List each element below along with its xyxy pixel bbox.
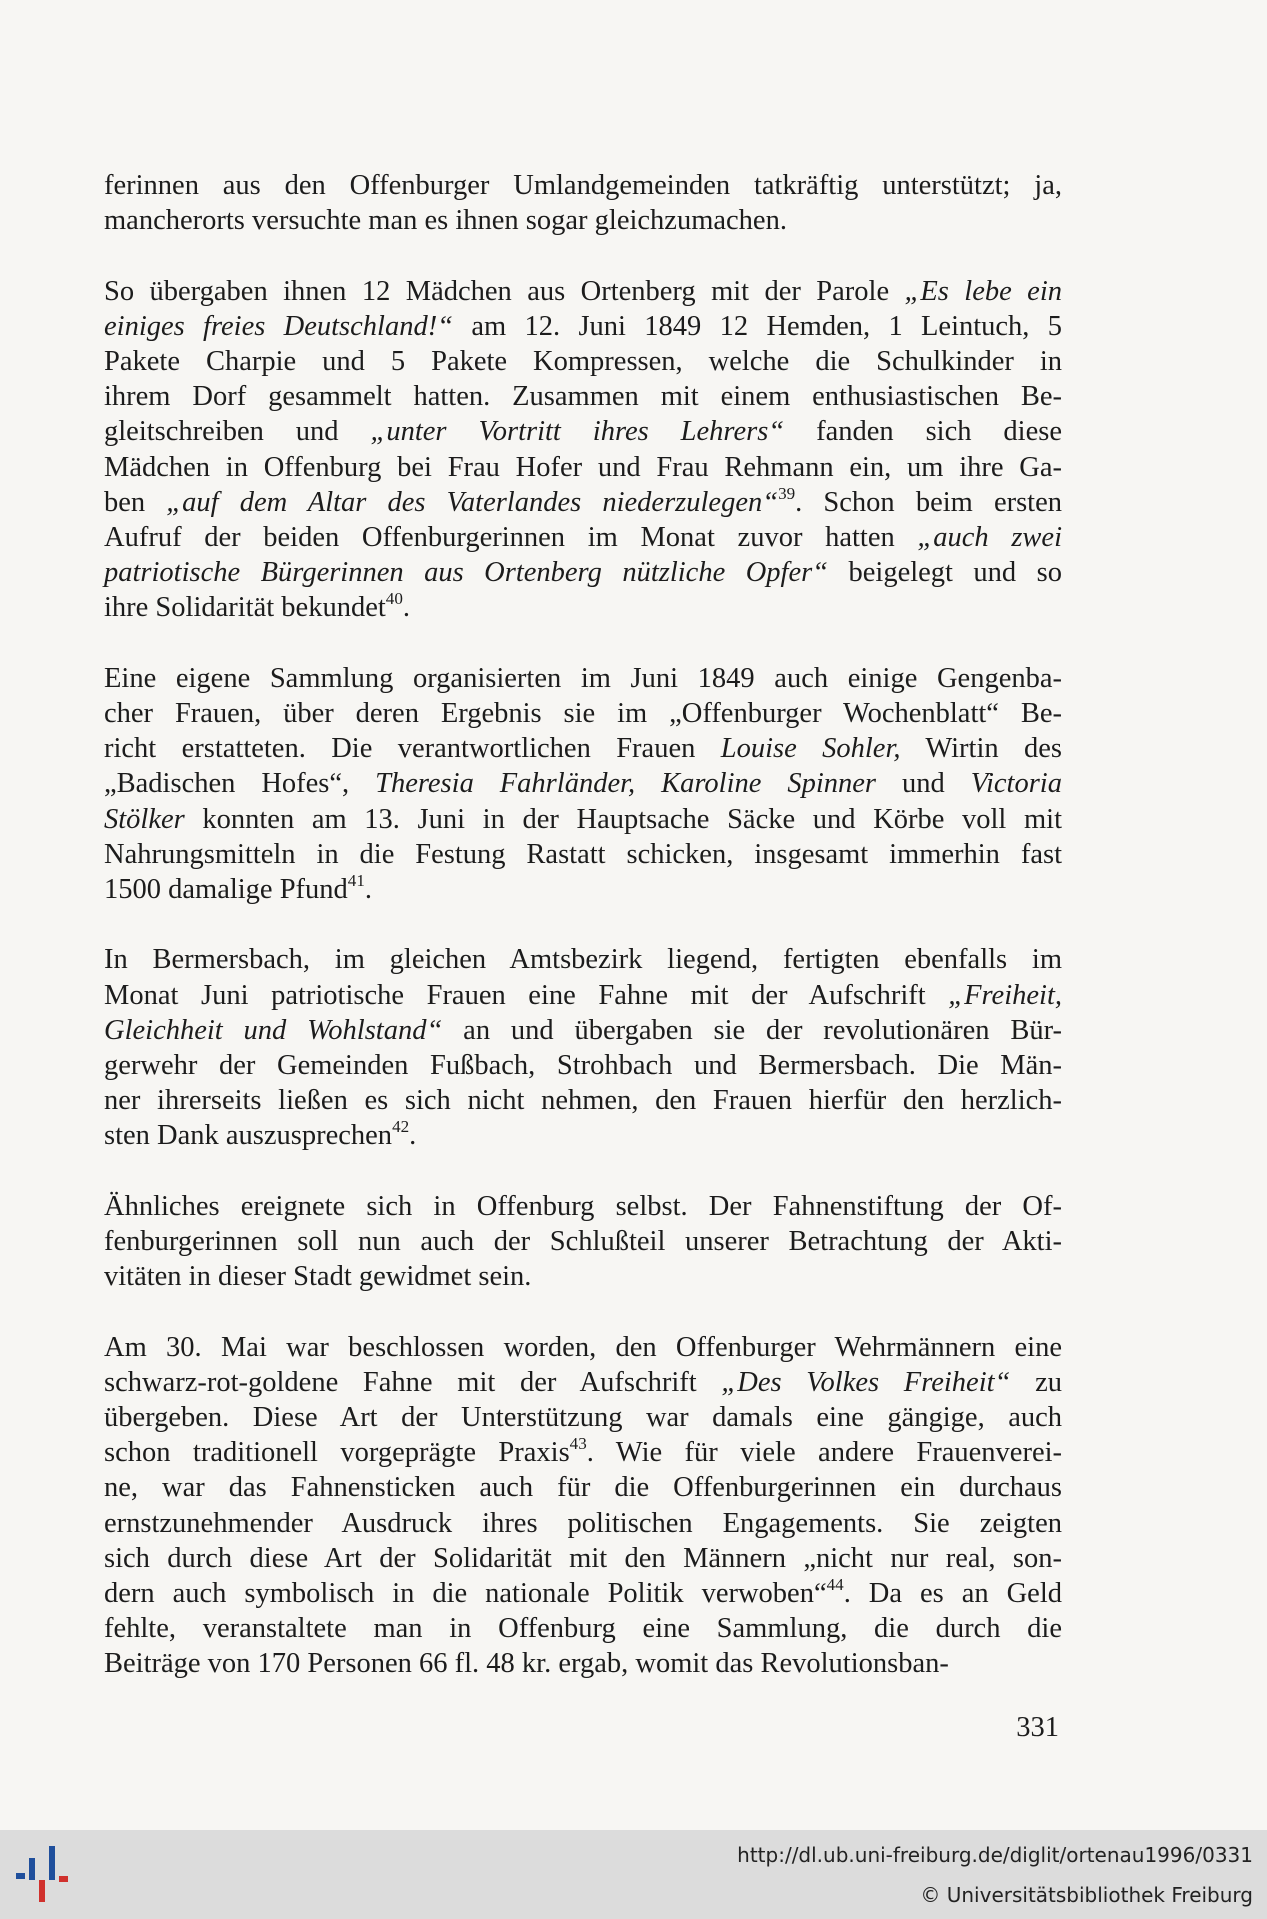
text-line: ferinnen aus den Offenburger Umlandgemeinden tatkräftig unterstützt; ja,: [104, 170, 1062, 201]
paragraph: [104, 1189, 1062, 1295]
paragraph: [104, 274, 1062, 626]
text-line: ne, war das Fahnensticken auch für die Offenburgerinnen ein durchaus: [104, 1472, 1062, 1504]
ub-freiburg-logo-icon: [14, 1838, 74, 1908]
text-line: ihre Solidarität bekundet$^{40}$.: [104, 589, 410, 624]
text-line: sich durch diese Art der Solidarität mit den Männern „nicht nur real, son-: [104, 1542, 1062, 1574]
text-line: Gleichheit und Wohlstand“ an und übergaben sie der revolutionären Bür-: [104, 1014, 1062, 1046]
text-line: patriotische Bürgerinnen aus Ortenberg nützliche Opfer“ beigelegt und so: [104, 557, 1062, 589]
text-line: Beiträge von 170 Personen 66 fl. 48 kr. ergab, womit das Revolutionsban-: [104, 1648, 949, 1680]
text-line: ben „auf dem Altar des Vaterlandes niederzulegen“$^{39}$. Schon beim ersten: [104, 483, 1062, 518]
text-line: Eine eigene Sammlung organisierten im Juni 1849 auch einige Gengenba-: [104, 662, 1062, 694]
paragraph: [104, 1330, 1062, 1682]
text-line: schon traditionell vorgeprägte Praxis$^{43}$. Wie für viele andere Frauenverei-: [104, 1434, 1062, 1469]
text-line: dern auch symbolisch in die nationale Politik verwoben“$^{44}$. Da es an Geld: [104, 1575, 1062, 1610]
text-line: schwarz-rot-goldene Fahne mit der Aufschrift „Des Volkes Freiheit“ zu: [104, 1366, 1063, 1398]
text-line: Monat Juni patriotische Frauen eine Fahne mit der Aufschrift „Freiheit,: [104, 979, 1062, 1011]
text-line: fenburgerinnen soll nun auch der Schlußteil unserer Betrachtung der Akti-: [104, 1226, 1062, 1258]
text-line: gleitschreiben und „unter Vortritt ihres Lehrers“ fanden sich diese: [104, 416, 1062, 448]
page-number: 331: [1016, 1712, 1059, 1743]
body-text: [104, 168, 1062, 1717]
paragraph: [104, 661, 1062, 907]
text-line: ihrem Dorf gesammelt hatten. Zusammen mit einem enthusiastischen Be-: [104, 381, 1062, 413]
text-line: Aufruf der beiden Offenburgerinnen im Monat zuvor hatten „auch zwei: [104, 522, 1062, 554]
text-line: richt erstatteten. Die verantwortlichen Frauen Louise Sohler, Wirtin des: [104, 733, 1062, 765]
footer-url-link[interactable]: http://dl.ub.uni-freiburg.de/diglit/ortenau1996/0331: [737, 1843, 1253, 1867]
text-line: einiges freies Deutschland!“ am 12. Juni 1849 12 Hemden, 1 Leintuch, 5: [104, 310, 1063, 342]
text-line: So übergaben ihnen 12 Mädchen aus Ortenberg mit der Parole „Es lebe ein: [104, 275, 1063, 307]
text-line: ner ihrerseits ließen es sich nicht nehmen, den Frauen hierfür den herzlich-: [104, 1085, 1062, 1117]
paragraph: [104, 168, 1062, 238]
text-line: Ähnliches ereignete sich in Offenburg selbst. Der Fahnenstiftung der Of-: [104, 1190, 1062, 1222]
text-line: Nahrungsmitteln in die Festung Rastatt schicken, insgesamt immerhin fast: [104, 838, 1062, 870]
text-line: vitäten in dieser Stadt gewidmet sein.: [104, 1261, 532, 1293]
text-line: Stölker konnten am 13. Juni in der Hauptsache Säcke und Körbe voll mit: [104, 803, 1062, 835]
text-line: Am 30. Mai war beschlossen worden, den Offenburger Wehrmännern eine: [104, 1331, 1062, 1363]
text-line: mancherorts versuchte man es ihnen sogar gleichzumachen.: [104, 205, 787, 237]
text-line: gerwehr der Gemeinden Fußbach, Strohbach und Bermersbach. Die Män-: [104, 1050, 1062, 1082]
text-line: Mädchen in Offenburg bei Frau Hofer und Frau Rehmann ein, um ihre Ga-: [104, 451, 1062, 483]
text-line: Pakete Charpie und 5 Pakete Kompressen, welche die Schulkinder in: [104, 346, 1062, 377]
text-line: 1500 damalige Pfund$^{41}$.: [104, 871, 373, 906]
footer-copyright: © Universitätsbibliothek Freiburg: [920, 1883, 1253, 1907]
text-line: „Badischen Hofes“, Theresia Fahrländer, Karoline Spinner und Victoria: [104, 768, 1062, 800]
paragraph: [104, 942, 1062, 1153]
text-line: fehlte, veranstaltete man in Offenburg eine Sammlung, die durch die: [104, 1613, 1062, 1645]
text-line: sten Dank auszusprechen$^{42}$.: [104, 1117, 417, 1152]
text-line: übergeben. Diese Art der Unterstützung war damals eine gängige, auch: [104, 1402, 1062, 1434]
text-line: In Bermersbach, im gleichen Amtsbezirk liegend, fertigten ebenfalls im: [104, 944, 1062, 976]
text-line: ernstzunehmender Ausdruck ihres politischen Engagements. Sie zeigten: [104, 1507, 1062, 1539]
text-line: cher Frauen, über deren Ergebnis sie im „Offenburger Wochenblatt“ Be-: [104, 698, 1062, 730]
